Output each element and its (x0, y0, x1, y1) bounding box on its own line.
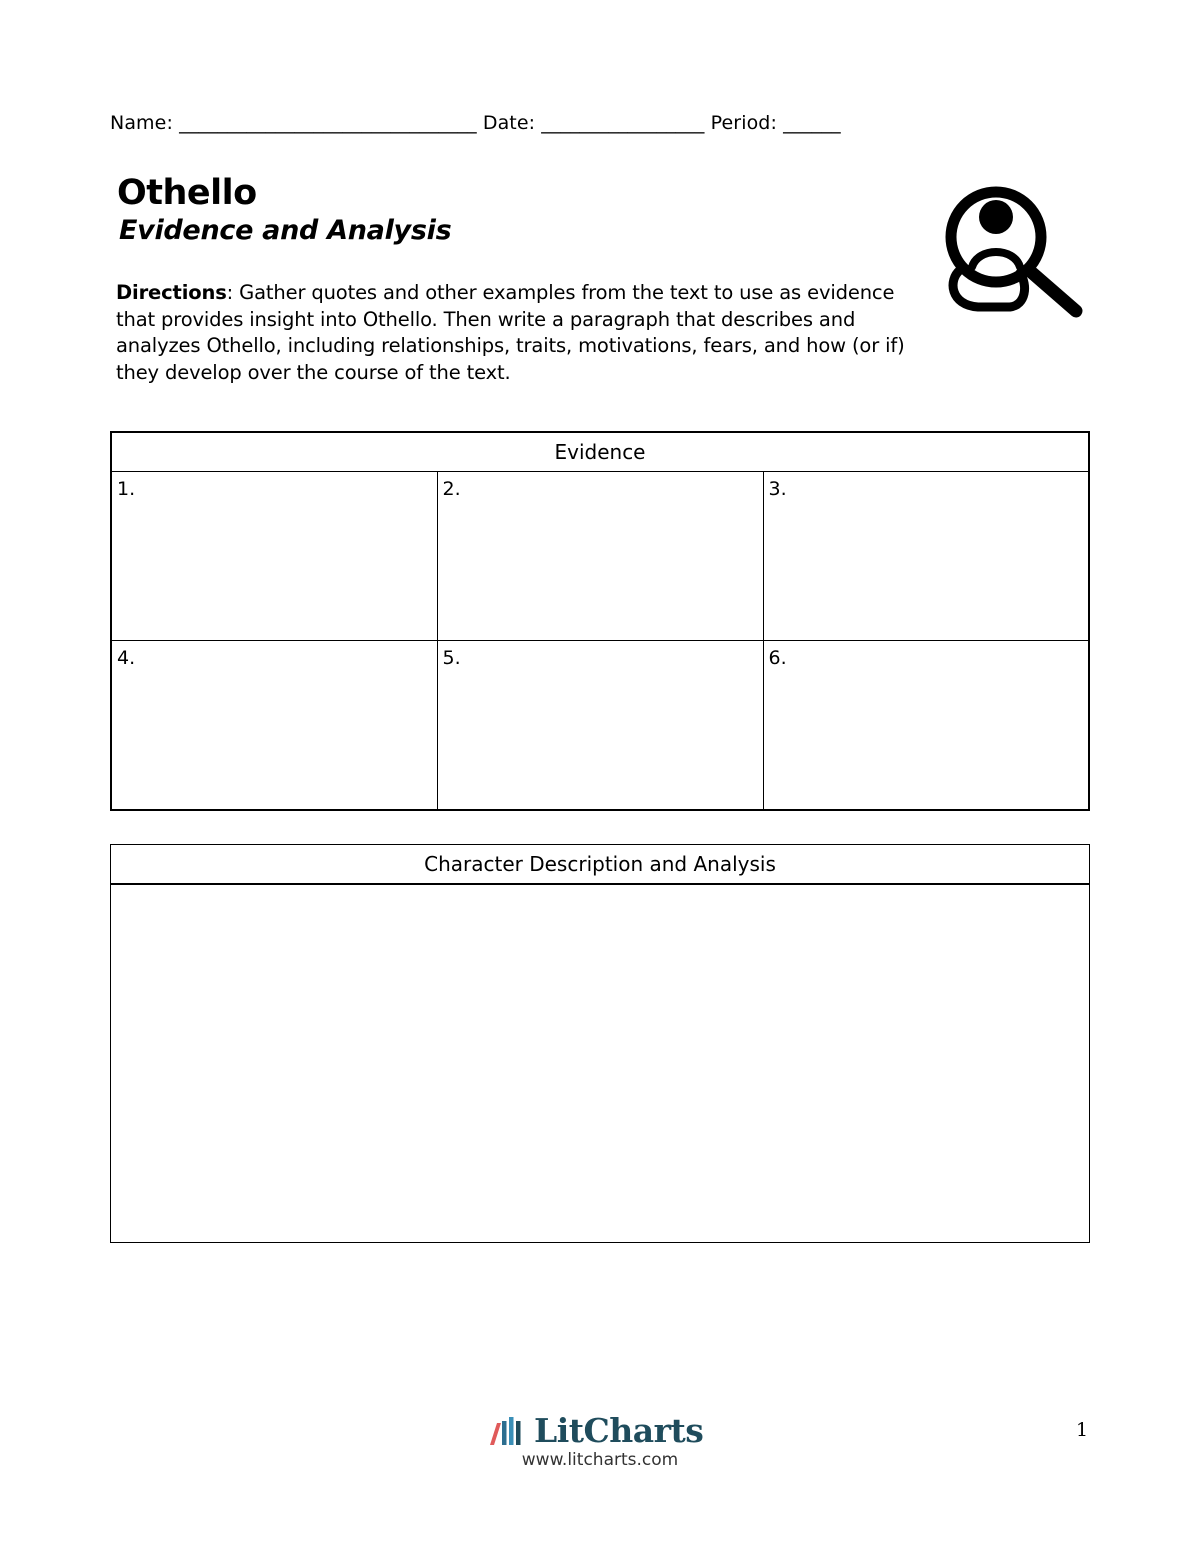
directions (116, 280, 916, 386)
evidence-cell[interactable]: 4. (111, 641, 437, 811)
evidence-table (110, 431, 1090, 811)
name-date-period-line: Name: _______________________________ Date: _________________ Period: ______ (110, 112, 841, 134)
analysis-writing-area[interactable] (111, 884, 1090, 1243)
analysis-table (110, 844, 1090, 1243)
analysis-header: Character Description and Analysis (111, 845, 1090, 885)
litcharts-logo-icon (488, 1413, 528, 1447)
evidence-cell[interactable]: 3. (763, 472, 1089, 641)
website-url: www.litcharts.com (521, 1450, 679, 1470)
page-title: Othello (117, 173, 257, 213)
evidence-cell[interactable]: 1. (111, 472, 437, 641)
brand-name: LitCharts (534, 1410, 704, 1450)
directions-label: Directions (116, 281, 227, 304)
evidence-cell[interactable]: 6. (763, 641, 1089, 811)
directions-text: : Gather quotes and other examples from the text to use as evidence that provides insight into Othello. Then write a paragraph that describes and analyzes Othello, including relationships, traits, motivations, fears, and how (or if) they develop over the course of the text. (116, 281, 905, 384)
evidence-header: Evidence (111, 432, 1089, 472)
litcharts-logo (488, 1410, 718, 1450)
page-number: 1 (1076, 1419, 1089, 1441)
magnifying-glass-person-icon (938, 175, 1088, 320)
evidence-cell[interactable]: 5. (437, 641, 763, 811)
page-subtitle: Evidence and Analysis (119, 215, 452, 246)
evidence-cell[interactable]: 2. (437, 472, 763, 641)
